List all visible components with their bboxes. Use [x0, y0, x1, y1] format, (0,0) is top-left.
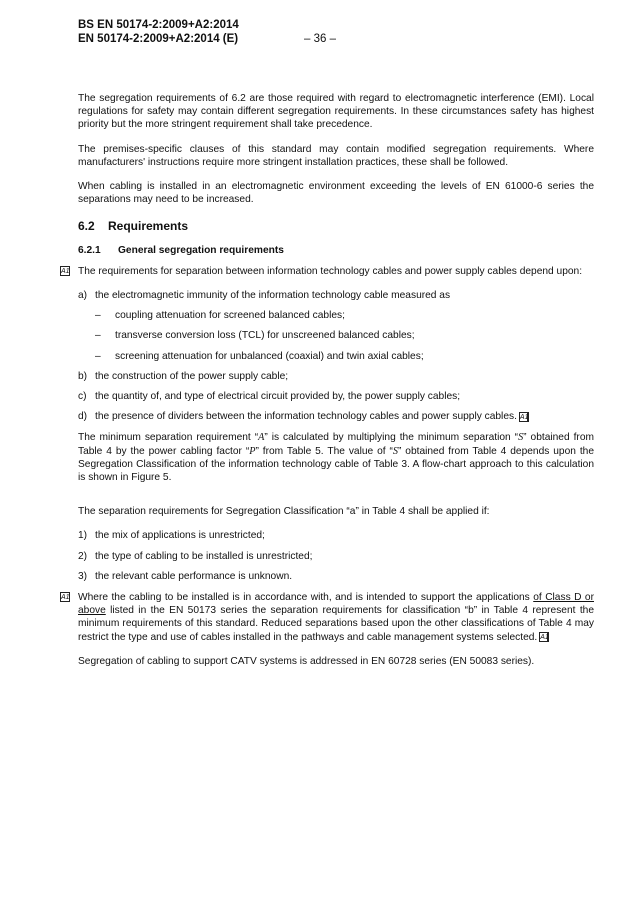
sub-list-item [95, 309, 594, 322]
list-item-label: 3) [78, 570, 88, 582]
amendment-start-mark: A1 [61, 267, 70, 275]
class-d-text: listed in the EN 50173 series the separation requirements for classification “b” in Table 4 represent the minimum requirements of this standard. Reduced separations based upon the other classifications of Table 4 may restrict the type and use of cables installed in the pathways and cable management systems selected. [78, 605, 594, 643]
list-item-text: the mix of applications is unrestricted; [95, 530, 265, 542]
sub-list-item [95, 329, 594, 342]
dash-marker: – [95, 350, 101, 362]
section-number: 6.2 [78, 219, 95, 234]
section-title: Requirements [108, 219, 189, 234]
sub-list-item [95, 350, 594, 363]
calc-text: ” obtained from Table 4 depends upon the Segregation Classification of the information technology cable of Table 3. A flow-chart approach to this calculation is shown in Figure 5. [78, 445, 594, 484]
variable-s: S [518, 432, 524, 444]
standard-id-bs: BS EN 50174-2:2009+A2:2014 [78, 19, 239, 31]
list-item [78, 550, 594, 563]
list-item-text: the type of cabling to be installed is unrestricted; [95, 550, 313, 562]
class-a-list [78, 529, 594, 583]
list-item-label: b) [78, 370, 88, 382]
sub-list-item-text: transverse conversion loss (TCL) for unscreened balanced cables; [115, 330, 415, 342]
intro-paragraph-3: When cabling is installed in an electromagnetic environment exceeding the levels of EN 61000-6 series the separations may need to be increased. [78, 181, 594, 206]
list-item-label: 1) [78, 530, 88, 542]
subsection-title: General segregation requirements [118, 244, 284, 256]
calc-text: ” from Table 5. The value of “ [255, 445, 393, 457]
intro-paragraph-1: The segregation requirements of 6.2 are those required with regard to electromagnetic interference (EMI). Local regulations for safety may contain different segregation requirements. In these circumstances safety has highest priority but the more stringent requirement shall take precedence. [78, 93, 594, 131]
list-item-label: a) [78, 290, 88, 302]
dash-marker: – [95, 310, 101, 322]
amendment-end-mark: A1 [540, 634, 549, 641]
sub-list-item-text: coupling attenuation for screened balanced cables; [115, 310, 345, 322]
list-item-label: 2) [78, 550, 88, 562]
list-item-label: c) [78, 391, 87, 403]
class-d-underlined: of Class D or above [78, 592, 594, 617]
variable-a: A [258, 432, 265, 444]
subsection-heading [78, 244, 594, 257]
variable-p: P [249, 445, 256, 457]
variable-s: S [392, 445, 398, 457]
standard-id-en: EN 50174-2:2009+A2:2014 (E) [78, 33, 239, 45]
document-body [61, 92, 594, 679]
amendment-block-2 [61, 591, 594, 644]
page-header [78, 18, 336, 46]
dash-marker: – [95, 330, 101, 342]
list-item [78, 390, 594, 403]
class-d-text: Where the cabling to be installed is in accordance with, and is intended to support the applications [78, 592, 534, 604]
list-item [78, 570, 594, 583]
amendment-start-mark: A1 [61, 594, 70, 602]
list-item-text: the quantity of, and type of electrical circuit provided by, the power supply cables; [95, 391, 461, 403]
calc-text: The minimum separation requirement “ [78, 432, 259, 444]
list-item [78, 529, 594, 542]
list-item-text: the electromagnetic immunity of the information technology cable measured as [95, 290, 451, 302]
sub-list-item-text: screening attenuation for unbalanced (coaxial) and twin axial cables; [115, 350, 424, 362]
calc-text: ” is calculated by multiplying the minimum separation “ [264, 432, 519, 444]
amendment-block-1 [61, 265, 594, 424]
calculation-paragraph [78, 431, 594, 484]
list-item-text: the construction of the power supply cable; [95, 370, 289, 382]
section-heading [78, 220, 594, 233]
list-item-text: the relevant cable performance is unknown. [95, 570, 293, 582]
calc-text: ” obtained from Table 4 by the power cabling factor “ [78, 432, 594, 457]
class-a-intro: The separation requirements for Segregation Classification “a” in Table 4 shall be applied if: [78, 506, 490, 518]
amendment-end-mark: A1 [519, 413, 529, 421]
catv-paragraph: Segregation of cabling to support CATV systems is addressed in EN 60728 series (EN 50083 series). [78, 655, 535, 667]
list-item [78, 289, 594, 363]
intro-paragraph-2: The premises-specific clauses of this standard may contain modified segregation requirements. Where manufacturers' instructions require more stringent installation practices, these shall be followed. [78, 143, 594, 168]
list-item [78, 410, 594, 423]
list-item-label: d) [78, 411, 88, 423]
class-d-paragraph [78, 591, 594, 644]
sub-list [95, 309, 594, 363]
list-item-text: the presence of dividers between the information technology cables and power supply cables. [95, 411, 517, 423]
subsection-number: 6.2.1 [78, 244, 101, 256]
list-item [78, 370, 594, 383]
requirements-list [78, 289, 594, 423]
page-number: – 36 – [304, 33, 336, 45]
requirements-intro: The requirements for separation between information technology cables and power supply cables depend upon: [78, 265, 583, 277]
